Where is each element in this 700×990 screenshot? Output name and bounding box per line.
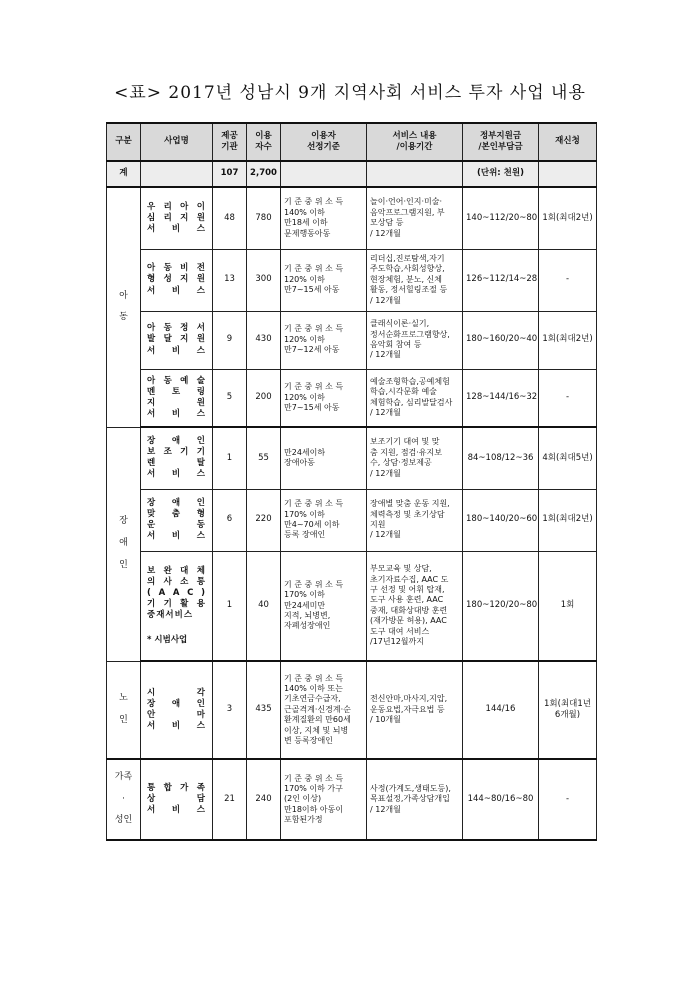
- cell-line: 1회: [560, 600, 575, 611]
- content-cell: [367, 249, 463, 311]
- reapply-cell: [539, 311, 597, 369]
- total-empty: [281, 161, 367, 187]
- cell-line: 140% 이하 또는: [284, 684, 343, 694]
- criteria-cell: [281, 311, 367, 369]
- cell-line: / 12개월: [370, 295, 401, 305]
- cell-line: 지 원: [147, 397, 206, 408]
- header-content: 서비스 내용 /이용기간: [367, 123, 463, 161]
- users-cell: 55: [247, 427, 281, 489]
- cell-line: /20~40: [505, 334, 538, 345]
- service-name: [141, 759, 213, 840]
- criteria-cell: [281, 187, 367, 249]
- cell-line: / 12개월: [370, 408, 401, 418]
- cell-line: 중재, 대화상대방 훈련: [370, 605, 448, 615]
- service-name: [141, 187, 213, 249]
- cell-line: (2인 이상): [284, 794, 322, 804]
- cell-line: 초기자료수집, AAC 도: [370, 574, 449, 584]
- users-cell: 240: [247, 759, 281, 840]
- cell-line: 아 동 예 술: [147, 375, 206, 386]
- criteria-cell: [281, 551, 367, 661]
- cell-line: 만7~12세 아동: [284, 345, 340, 355]
- cell-line: 놀이·언어·인지·미술·: [370, 197, 442, 207]
- cell-line: /17년12월까지: [370, 636, 424, 646]
- cell-line: 기 준 중 위 소 득: [284, 773, 344, 783]
- category-label: 가족: [114, 772, 133, 782]
- header-row: [107, 123, 597, 161]
- table-row: [107, 311, 597, 369]
- category-label: 동: [119, 312, 128, 323]
- cell-line: 등록 장애인: [284, 530, 326, 540]
- service-table: [106, 122, 597, 841]
- support-cell: [463, 661, 539, 759]
- cell-line: 장 애 인: [147, 497, 206, 508]
- category-label: 장: [119, 516, 128, 527]
- providers-cell: 3: [213, 661, 247, 759]
- cell-line: (최대: [555, 452, 576, 463]
- cell-line: 1년6개월): [554, 698, 591, 720]
- cell-line: /12~36: [501, 452, 534, 463]
- reapply-cell: [539, 369, 597, 427]
- cell-line: 주도학습,사회성향상,: [370, 264, 445, 274]
- users-cell: 430: [247, 311, 281, 369]
- cell-line: 120% 이하: [284, 334, 325, 344]
- cell-line: 심 리 지 원: [147, 212, 206, 223]
- support-cell: [463, 187, 539, 249]
- cell-line: (재가방문 허용), AAC: [370, 616, 447, 626]
- cell-line: 이상, 지체 및 뇌병: [284, 725, 349, 735]
- cell-line: 환계질환의 만60세: [284, 715, 351, 725]
- header-criteria: 이용자 선정기준: [281, 123, 367, 161]
- cell-line: 아 동 비 전: [147, 263, 206, 274]
- cell-line: 학습,시각문화 예술: [370, 387, 437, 397]
- cell-line: 만7~15세 아동: [284, 285, 340, 295]
- header-support: 정부지원금 /본인부담금: [463, 123, 539, 161]
- cell-line: 2년): [575, 212, 593, 223]
- cell-line: /20~80: [505, 600, 538, 611]
- cell-line: -: [565, 794, 570, 804]
- cell-line: 180~140: [466, 514, 506, 525]
- criteria-cell: [281, 759, 367, 840]
- category-label: 노: [119, 693, 128, 704]
- cell-line: 자폐성장애인: [284, 621, 331, 631]
- cell-line: 5년): [575, 452, 593, 463]
- category-label: ·: [122, 793, 125, 804]
- content-cell: [367, 489, 463, 551]
- service-name: [141, 489, 213, 551]
- header-users: 이용 자수: [247, 123, 281, 161]
- providers-cell: 21: [213, 759, 247, 840]
- cell-line: 기 기 활 용: [147, 598, 206, 609]
- cell-line: 포함된가정: [284, 815, 323, 825]
- providers-cell: 48: [213, 187, 247, 249]
- cell-line: / 12개월: [370, 804, 401, 814]
- table-row: [107, 551, 597, 661]
- category-label: 인: [119, 559, 128, 570]
- total-providers: 107: [213, 161, 247, 187]
- content-cell: [367, 369, 463, 427]
- cell-line: 장 애 인: [147, 436, 206, 447]
- cell-line: 84~108: [467, 452, 502, 463]
- cell-line: (최대: [555, 514, 576, 525]
- cell-line: 180~120: [466, 600, 506, 611]
- cell-line: 지원: [370, 520, 386, 529]
- table-row: [107, 427, 597, 489]
- content-cell: [367, 759, 463, 840]
- total-label: 계: [107, 161, 141, 187]
- cell-line: 서 비 스: [147, 805, 206, 816]
- table-row: [107, 369, 597, 427]
- cell-line: 만24세이하: [284, 447, 326, 457]
- category-label: 인: [119, 714, 128, 725]
- total-users: 2,700: [247, 161, 281, 187]
- service-name: [141, 249, 213, 311]
- cell-line: 1회: [544, 698, 558, 709]
- cell-line: 170% 이하: [284, 590, 325, 600]
- header-reapply: 재신청: [539, 123, 597, 161]
- cell-line: 126~112: [466, 274, 506, 285]
- cell-line: -: [565, 392, 570, 403]
- cell-line: / 12개월: [370, 228, 401, 238]
- cell-line: 멘 토 링: [147, 386, 206, 397]
- criteria-cell: [281, 369, 367, 427]
- cell-line: /16~32: [505, 392, 538, 403]
- header-category: 구분: [107, 123, 141, 161]
- content-cell: [367, 311, 463, 369]
- criteria-cell: [281, 661, 367, 759]
- cell-line: 120% 이하: [284, 274, 325, 284]
- cell-line: 모상담 등: [370, 218, 404, 228]
- cell-line: 예술조형학습,공예체험: [370, 376, 450, 386]
- cell-line: 서 비 스: [147, 531, 206, 542]
- category-cell-family: [107, 759, 141, 840]
- cell-line: / 12개월: [370, 530, 401, 540]
- cell-line: 정서순화프로그램향상,: [370, 329, 450, 339]
- cell-line: /14~28: [505, 274, 538, 285]
- reapply-cell: [539, 489, 597, 551]
- cell-line: 140% 이하: [284, 207, 325, 217]
- reapply-cell: [539, 427, 597, 489]
- cell-line: 춤 지원, 점검·유지보: [370, 447, 442, 457]
- cell-line: 현장체험, 분노, 신체: [370, 274, 442, 284]
- service-name: [141, 661, 213, 759]
- table-row: [107, 759, 597, 840]
- cell-line: /16~80: [501, 794, 534, 804]
- cell-line: 운동요법,자극요법 등: [370, 704, 445, 714]
- cell-line: 근골격계·신경계·순: [284, 704, 351, 714]
- support-cell: [463, 759, 539, 840]
- cell-line: 맞 춤 형: [147, 508, 206, 519]
- support-cell: [463, 369, 539, 427]
- cell-line: 전신안마,마사지,지압,: [370, 694, 448, 704]
- cell-line: 안 마: [147, 710, 206, 720]
- users-cell: 40: [247, 551, 281, 661]
- cell-line: 부모교육 및 상담,: [370, 564, 432, 574]
- total-empty: [539, 161, 597, 187]
- cell-line: 운 동: [147, 520, 206, 530]
- support-cell: [463, 427, 539, 489]
- providers-cell: 5: [213, 369, 247, 427]
- cell-line: 상 담: [147, 794, 206, 804]
- cell-line: 만7~15세 아동: [284, 402, 340, 412]
- cell-line: / 12개월: [370, 350, 401, 360]
- cell-line: 서 비 스: [147, 469, 206, 480]
- cell-line: 기 준 중 위 소 득: [284, 499, 344, 509]
- cell-line: 기 준 중 위 소 득: [284, 673, 344, 683]
- cell-line: 사정(가계도,생태도등),: [370, 783, 451, 793]
- cell-line: 클래식이론·실기,: [370, 319, 430, 329]
- service-name: [141, 427, 213, 489]
- category-label: 애: [119, 538, 128, 549]
- service-name: [141, 311, 213, 369]
- cell-line: -: [565, 274, 570, 285]
- cell-line: 140~112: [466, 212, 506, 223]
- content-cell: [367, 427, 463, 489]
- cell-line: 보 완 대 체: [147, 565, 206, 576]
- criteria-cell: [281, 427, 367, 489]
- cell-line: 기 준 중 위 소 득: [284, 264, 344, 274]
- providers-cell: 6: [213, 489, 247, 551]
- cell-line: 128~144: [466, 392, 506, 403]
- cell-line: 만4~70세 이하: [284, 520, 340, 529]
- reapply-cell: [539, 551, 597, 661]
- cell-line: /20~80: [505, 212, 538, 223]
- cell-line: 변 등록장애인: [284, 735, 333, 745]
- total-empty: [367, 161, 463, 187]
- cell-line: 120% 이하: [284, 392, 325, 402]
- cell-line: 보 조 기 기: [147, 447, 206, 458]
- criteria-cell: [281, 249, 367, 311]
- category-cell-elderly: [107, 661, 141, 759]
- page-title: <표> 2017년 성남시 9개 지역사회 서비스 투자 사업 내용: [114, 83, 586, 103]
- cell-line: 리더십,진로탐색,자기: [370, 254, 445, 264]
- content-cell: [367, 661, 463, 759]
- cell-line: 서 비 스: [147, 285, 206, 296]
- cell-line: 구 선정 및 어휘 탑재,: [370, 584, 445, 594]
- cell-line: / 10개월: [370, 715, 401, 725]
- cell-line: 장애아동: [284, 458, 315, 468]
- total-row: [107, 161, 597, 187]
- cell-line: 서 비 스: [147, 345, 206, 356]
- cell-line: (최대: [555, 334, 576, 345]
- cell-line: 기 준 중 위 소 득: [284, 324, 344, 334]
- cell-line: (최대: [555, 212, 576, 223]
- table-row: [107, 249, 597, 311]
- cell-line: 지적, 뇌병변,: [284, 610, 331, 620]
- total-unit: (단위: 천원): [463, 161, 539, 187]
- cell-line: 도구 사용 훈련, AAC: [370, 595, 444, 605]
- cell-line: 발 달 지 원: [147, 334, 206, 345]
- cell-line: 서 비 스: [147, 223, 206, 234]
- providers-cell: 1: [213, 427, 247, 489]
- category-label: 아: [119, 290, 128, 301]
- service-name: [141, 369, 213, 427]
- cell-line: /16: [501, 704, 516, 715]
- cell-line: 2년): [575, 334, 593, 345]
- cell-line: 의 사 소 통: [147, 576, 206, 587]
- cell-line: 장 애 인: [147, 698, 206, 709]
- providers-cell: 9: [213, 311, 247, 369]
- cell-line: 기초연금수급자,: [284, 694, 341, 704]
- cell-line: 음악프로그램지원, 부: [370, 207, 445, 217]
- cell-line: 180~160: [466, 334, 506, 345]
- content-cell: [367, 551, 463, 661]
- cell-line: 통 합 가 족: [147, 782, 206, 793]
- category-cell-disabled: [107, 427, 141, 661]
- providers-cell: 1: [213, 551, 247, 661]
- cell-line: 렌 탈: [147, 458, 206, 469]
- cell-line: / 12개월: [370, 468, 401, 478]
- reapply-cell: [539, 759, 597, 840]
- reapply-cell: [539, 249, 597, 311]
- cell-line: 중재서비스: [147, 609, 194, 620]
- cell-line: 목표설정,가족상담개입: [370, 794, 450, 804]
- reapply-cell: [539, 661, 597, 759]
- cell-line: 우 리 아 이: [147, 201, 206, 212]
- header-name: 사업명: [141, 123, 213, 161]
- cell-line: (최대: [557, 698, 578, 709]
- cell-line: 시 각: [147, 687, 206, 698]
- cell-line: 2년): [575, 514, 593, 525]
- content-cell: [367, 187, 463, 249]
- cell-line: 아 동 정 서: [147, 323, 206, 334]
- reapply-cell: [539, 187, 597, 249]
- cell-line: 1회: [542, 334, 556, 345]
- cell-line: ( A A C ): [147, 587, 206, 598]
- support-cell: [463, 489, 539, 551]
- header-providers: 제공 기관: [213, 123, 247, 161]
- cell-line: 만18세 이하: [284, 218, 328, 228]
- cell-line: 문제행동아동: [284, 228, 331, 238]
- cell-line: 1회: [542, 212, 556, 223]
- cell-line: 170% 이하: [284, 509, 325, 519]
- table-row: [107, 661, 597, 759]
- cell-line: 만18이하 아동이: [284, 804, 344, 814]
- category-cell-child: [107, 187, 141, 427]
- cell-line: 170% 이하 가구: [284, 783, 343, 793]
- cell-line: 기 준 중 위 소 득: [284, 197, 344, 207]
- support-cell: [463, 311, 539, 369]
- table-row: [107, 489, 597, 551]
- providers-cell: 13: [213, 249, 247, 311]
- cell-line: 장애별 맞춤 운동 지원,: [370, 499, 450, 509]
- cell-line: 만24세미만: [284, 600, 326, 610]
- cell-line: 서 비 스: [147, 721, 206, 732]
- service-name: [141, 551, 213, 661]
- cell-line: 형 성 지 원: [147, 274, 206, 285]
- cell-line: 1회: [542, 514, 556, 525]
- users-cell: 200: [247, 369, 281, 427]
- users-cell: 300: [247, 249, 281, 311]
- cell-line: 서 비 스: [147, 408, 206, 419]
- cell-line: 144: [485, 704, 502, 715]
- criteria-cell: [281, 489, 367, 551]
- cell-line: 음악회 참여 등: [370, 340, 422, 349]
- users-cell: 780: [247, 187, 281, 249]
- cell-line: 활동, 정서힐링조절 등: [370, 285, 448, 295]
- cell-line: 144~80: [467, 794, 502, 804]
- cell-line: /20~60: [505, 514, 538, 525]
- cell-line: 체험학습, 심리발달검사: [370, 397, 453, 407]
- cell-line: 4회: [542, 452, 556, 463]
- cell-line: 기 준 중 위 소 득: [284, 382, 344, 392]
- users-cell: 435: [247, 661, 281, 759]
- cell-line: 수, 상담·정보제공: [370, 458, 432, 468]
- cell-line: 도구 대여 서비스: [370, 626, 430, 636]
- table-row: [107, 187, 597, 249]
- cell-line: 체력측정 및 초기상담: [370, 509, 445, 519]
- support-cell: [463, 551, 539, 661]
- cell-line: 보조기기 대여 및 맞: [370, 437, 440, 447]
- cell-line: 기 준 중 위 소 득: [284, 579, 344, 589]
- users-cell: 220: [247, 489, 281, 551]
- support-cell: [463, 249, 539, 311]
- total-empty: [141, 161, 213, 187]
- pilot-note: * 시범사업: [147, 634, 188, 645]
- category-label: 성인: [114, 815, 133, 826]
